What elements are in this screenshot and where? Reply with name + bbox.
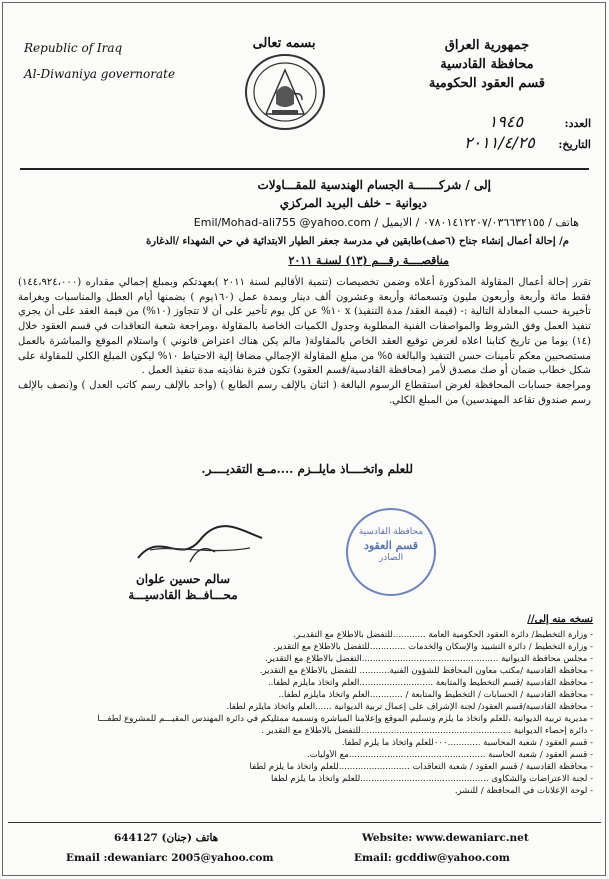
stamp-line3: الصادر — [378, 553, 404, 563]
governorate-logo — [244, 52, 326, 132]
number-value: ١٩٤٥ — [488, 112, 524, 131]
copy-item: - محافظة القادسية / الحسابات / التخطيط والمتابعة / ............العلم واتخاذ مايلزم لطفا.. — [278, 690, 593, 700]
stamp-line1: محافظة القادسية — [358, 527, 424, 537]
signatory-name: سالم حسين علوان — [135, 572, 231, 586]
copy-item: - محافظة القادسية /قسم التخطيط والمتابعة ...........................العلم واتخاذ مايلزم لطفا.. — [267, 678, 593, 688]
tender-line: مناقصــــة رقـــم (١٣) لسنـة ٢٠١١ — [288, 254, 449, 267]
copy-item: - وزارة التخطيط/ دائرة العقود الحكومية العامة ............للتفضل بالاطلاع مع التقديـر. — [293, 630, 593, 640]
number-label: العدد: — [564, 117, 591, 130]
recipient-line2: ديوانية – خلف البريد المركزي — [279, 196, 427, 210]
copy-item: - لوحة الإعلانات في المحافظة / للنشر. — [454, 786, 593, 796]
subject-line: م/ إحالة أعمال إنشاء جناح (٦صف)طابقين في مدرسة جعفر الطيار الابتدائية في حي الشهداء /الدغارة — [146, 236, 569, 247]
number-row — [489, 112, 591, 131]
official-stamp — [346, 508, 436, 596]
department-ar: قسم العقود الحكومية — [428, 76, 545, 91]
body-paragraph-2: ومراجعة حسابات المحافظة لغرض استقطاع الرسوم البالغة ( اثنان بالإلف رسم الطابع ) (واحد بالإلف رسم كاتب العدل ) و(نصف بالإلف رسم صندوق تقاعد المهندسين) من المبلغ الكلي. — [18, 379, 591, 406]
copy-item: - وزارة التخطيط / دائرة التشييد والإسكان والخدمات .............للتفضل بالاطلاع مع التقدير. — [272, 642, 593, 652]
recipient-contact: هاتف / ٠٧٨٠١٤١٢٢٠٧/٠٣٦٦٣٢١٥٥ / الايميل / Emil/Mohad-ali755 @yahoo.com — [193, 216, 579, 229]
footer-email-right: Email: gcddiw@yahoo.com — [354, 852, 510, 864]
signatory-title: محـــافــظ القادسيـــة — [128, 588, 238, 602]
copy-item: - قسم العقود / شعبة المحاسبة ............٠٠٠للعلم واتخاذ ما يلزم لطفا. — [341, 738, 593, 748]
basmala: بسمه تعالى — [252, 36, 316, 51]
date-value: ٢٠١١/٤/٢٥ — [463, 133, 535, 152]
header-divider — [20, 168, 589, 170]
copy-item: - مديرية تربية الديوانية ،للعلم واتخاذ ما يلزم وتسليم الموقع وإعلامنا المباشرة وتسمية ممثليكم في دائرة المهندس المقيـــم للمشروع لطفـــا — [97, 714, 593, 724]
country-en: Republic of Iraq — [24, 41, 123, 55]
copy-item: - لجنة الاعتراضات والشكاوى ...............................................للعلم واتخاذ ما يلزم لطفا — [271, 774, 593, 784]
copy-item: - محافظة القادسية / قسم العقود / شعبة التعاقدات ..........................للعلم واتخاذ ما يلزم لطفا — [249, 762, 593, 772]
copy-item: - محافظة القادسية /مكتب معاون المحافظ للشؤون الفنية........... للتفضل بالاطلاع مع التقدير. — [259, 666, 593, 676]
header-right — [429, 36, 545, 93]
copy-item: - محافظة القادسية/قسم العقود/ لجنة الإشراف على إعمال تربية الديوانية ......العلم واتخاذ مايلزم لطفا. — [226, 702, 593, 712]
date-label: التاريخ: — [558, 138, 591, 151]
footer-divider — [8, 822, 601, 823]
governorate-ar: محافظة القادسية — [440, 57, 534, 72]
governorate-en: Al-Diwaniya governorate — [24, 67, 176, 81]
handwritten-signature — [130, 520, 270, 570]
footer-phone: هاتف (جنان) 644127 — [114, 832, 219, 844]
copy-item: - قسم العقود / شعبة الحاسبة ..................................................مع الأوليات. — [306, 750, 593, 760]
footer-website: Website: www.dewaniarc.net — [362, 832, 529, 844]
country-ar: جمهورية العراق — [444, 38, 530, 53]
stamp-line2: قسم العقود — [363, 539, 419, 552]
letter-body — [18, 276, 591, 408]
header-left — [24, 40, 175, 83]
closing-line: للعلم واتخــــاذ مايلــزم ....مــع التقديــــر. — [201, 462, 413, 476]
date-row — [464, 133, 591, 152]
recipient-line1: إلى / شركـــــــة الجسام الهندسية للمقـــاولات — [257, 178, 491, 192]
body-paragraph: تقرر إحالة أعمال المقاولة المذكورة أعلاه وضمن تخصيصات (تنمية الأقاليم لسنة ٢٠١١ )بعهدتكم وبمبلغ إجمالي مقداره (١٤٤،٩٢٤،٠٠٠) فقط مائة وأربعة وأربعون مليون وتسعمائة وأربعة وعشرون ألف دينار وبمدة عمل (١٦٠يوم ) يضمنها أيام العطل والمناسبات وبغرامة تأخيرية حسب المعادلة التالية :- (قيمة العقد/ مدة التنفيذ) x ١٠% عن كل يوم تأخير على أن لا تتجاوز (١٠%) من قيمة العقد على أن يجري تنفيذ العمل وفق الشروط والمواصفات الفنية المطلوبة وجدول الكميات الخاصة بالمقاولة ،ومراجعة شعبة التعاقدات في قسم العقود خلال (١٤) يوما من تاريخ كتابنا اعلاه لغرض توقيع العقد الخاص بالمقاولة( مالم يكن هناك اعتراض قانوني ) واستلام الموقع والمباشرة بالعمل مستصحبين معكم تأمينات حسن التنفيذ والبالغة ٥% من مبلغ المقاولة الإجمالي مضافا إلية الاحتياط ١٠% ليكون المبلغ الكلي للمقاولة على شكل خطاب ضمان أو صك مصدق لأمر (محافظة القادسية/قسم العقود) تكون فترة نفاذيته مدة تنفيذ العمل . — [18, 277, 591, 377]
footer-email-left: Email :dewaniarc 2005@yahoo.com — [66, 852, 274, 864]
copy-item: - مجلس محافظة الديوانية ..................................................التفضل بالاطلاع مع التقدير. — [265, 654, 593, 664]
copy-item: - دائرة إحصاء الديوانية .......................................................للتفضل بالاطلاع مع التقدير . — [261, 726, 593, 736]
copies-title: نسخه منه إلى// — [527, 614, 593, 625]
